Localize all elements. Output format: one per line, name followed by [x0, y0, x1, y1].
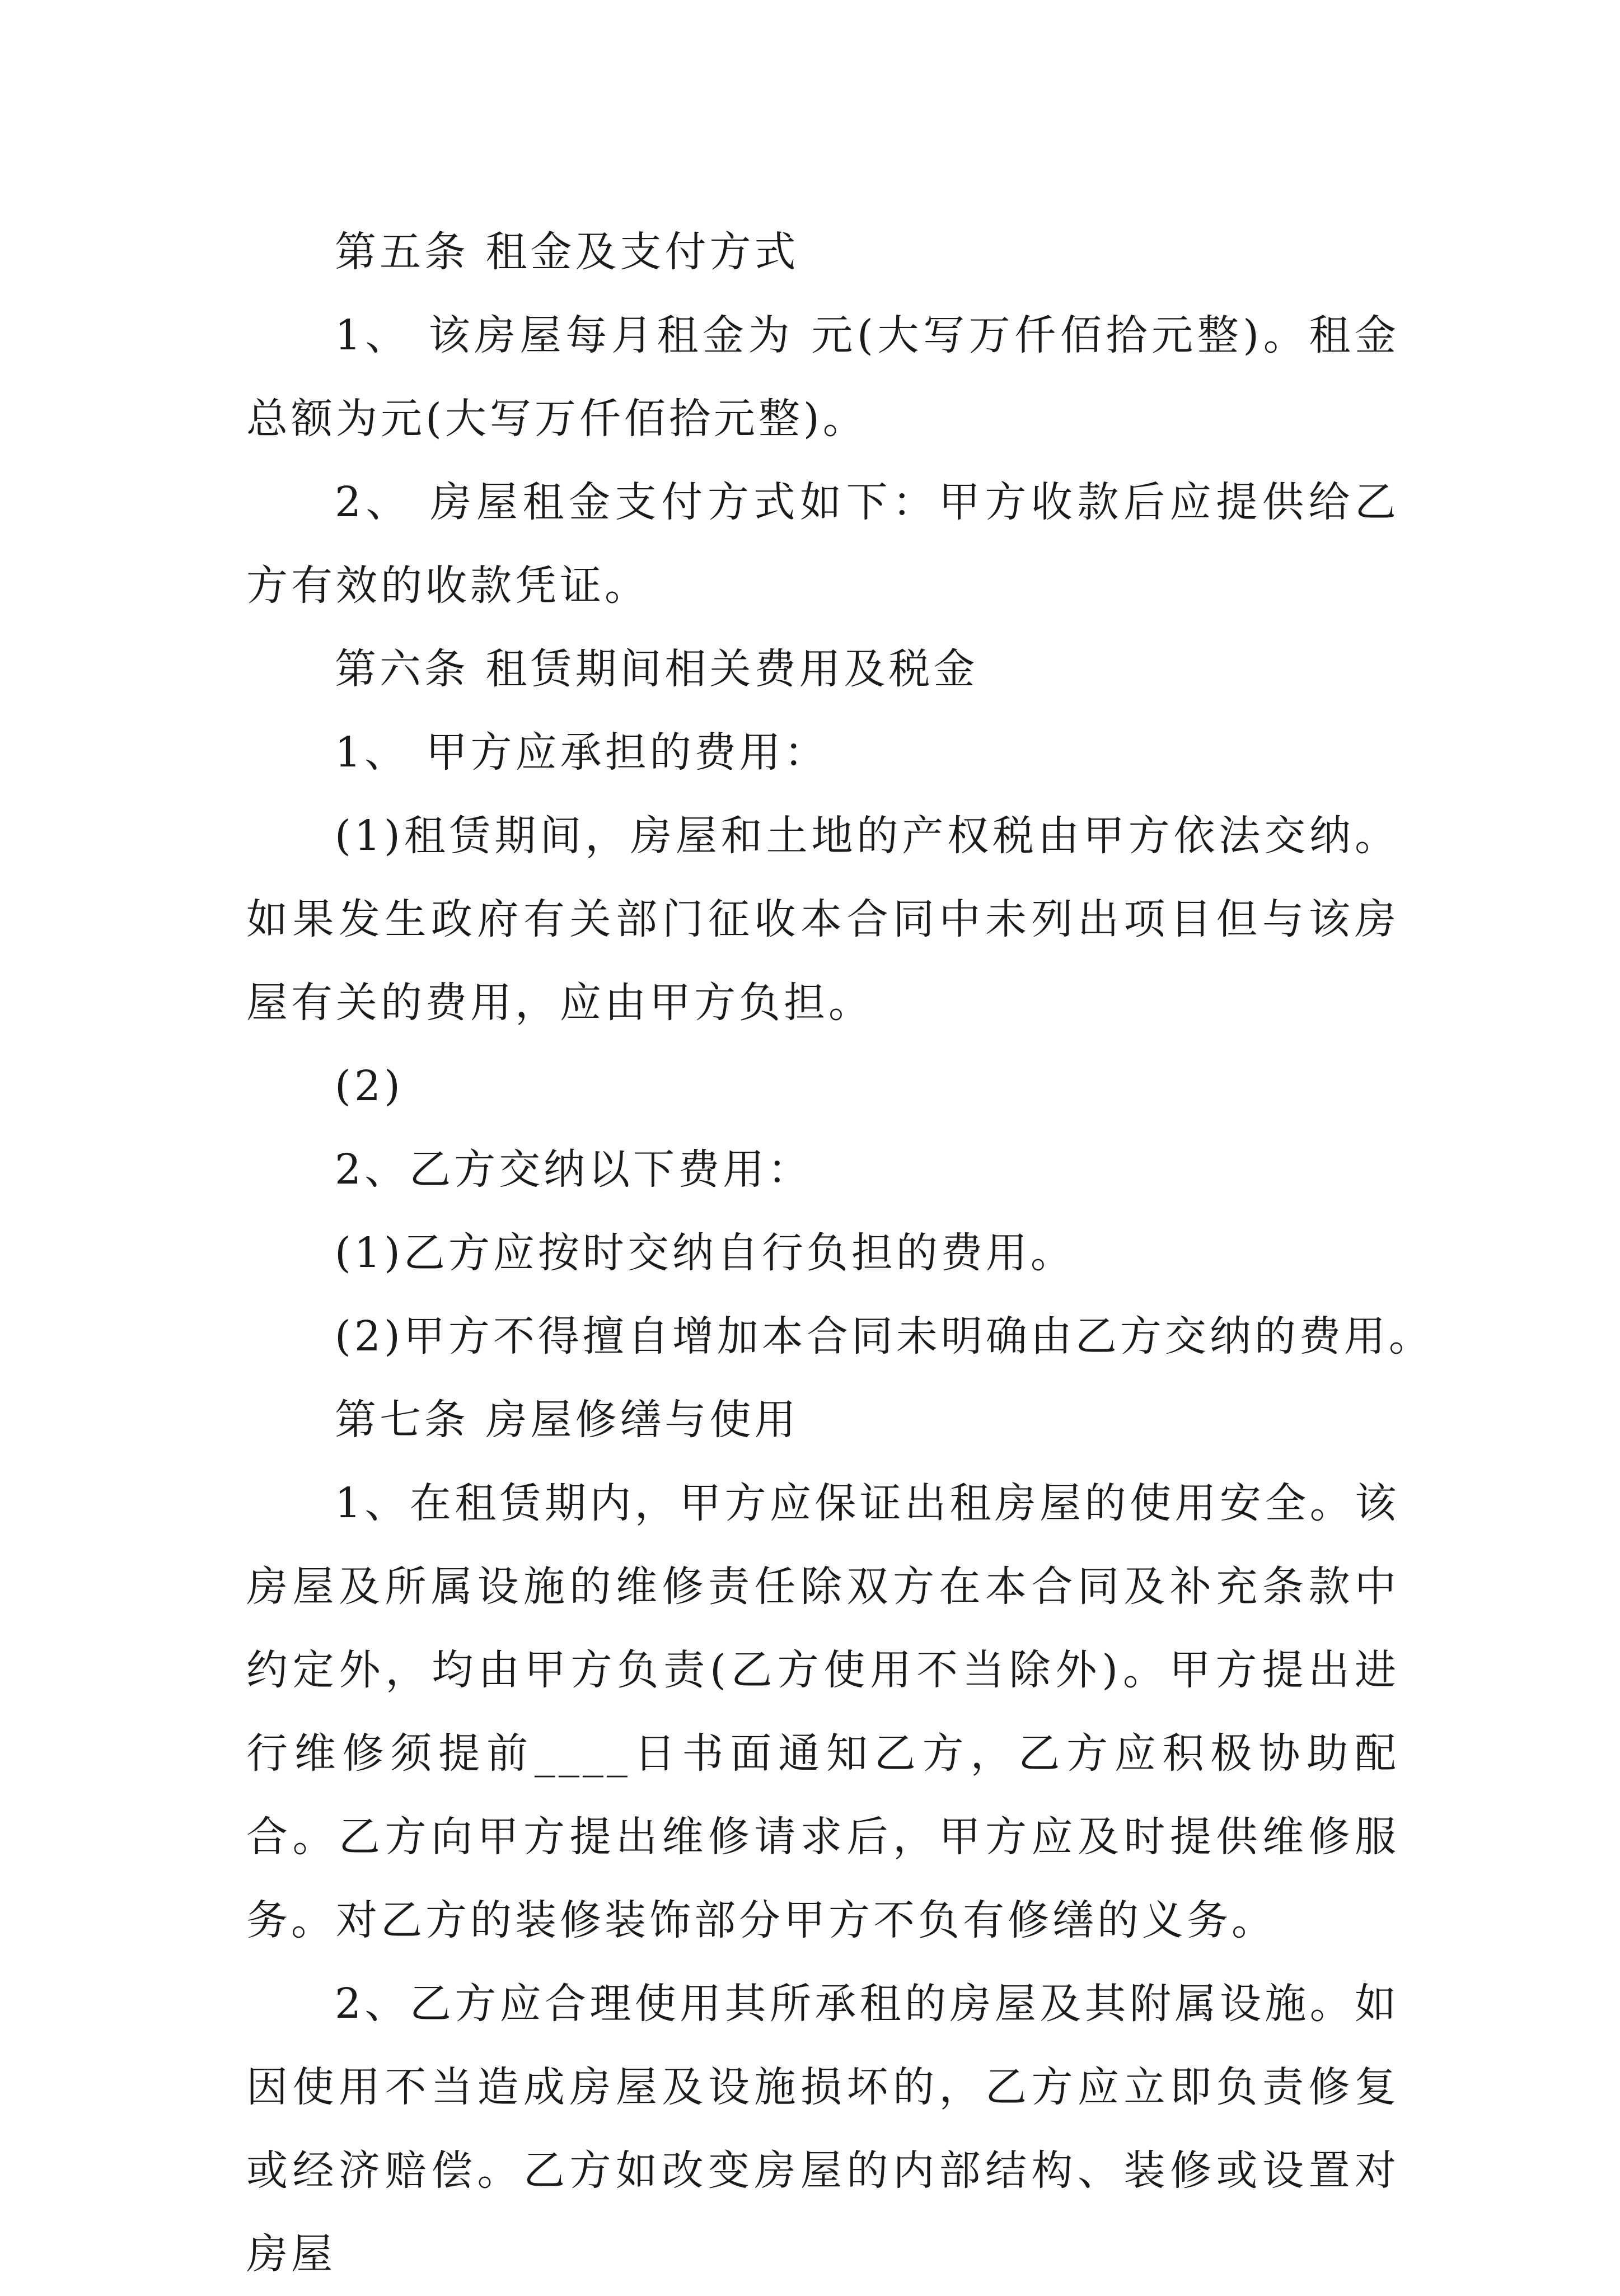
article-7-heading: 第七条 房屋修缮与使用: [335, 1396, 799, 1444]
article-7-clause-2: 2、乙方应合理使用其所承租的房屋及其附属设施。如因使用不当造成房屋及设施损坏的，乙方应立即负责修复或经济赔偿。乙方如改变房屋的内部结构、装修或设置对房屋: [246, 1980, 1399, 2278]
article-6-clause-2-item-1: (1)乙方应按时交纳自行负担的费用。: [335, 1229, 1075, 1277]
article-5-clause-1: 1、 该房屋每月租金为 元(大写万仟佰拾元整)。租金总额为元(大写万仟佰拾元整)。: [246, 311, 1399, 443]
article-6-clause-2-item-2: (2)甲方不得擅自增加本合同未明确由乙方交纳的费用。: [335, 1312, 1434, 1360]
article-6-clause-1-item-2: (2): [335, 1062, 404, 1110]
article-7-clause-1: 1、在租赁期内，甲方应保证出租房屋的使用安全。该房屋及所属设施的维修责任除双方在本合同及补充条款中约定外，均由甲方负责(乙方使用不当除外)。甲方提出进行维修须提前____日书面通知乙方，乙方应积极协助配合。乙方向甲方提出维修请求后，甲方应及时提供维修服务。对乙方的装修装饰部分甲方不负有修缮的义务。: [246, 1479, 1399, 1944]
article-6-clause-2: 2、乙方交纳以下费用：: [335, 1145, 813, 1194]
article-6-heading: 第六条 租赁期间相关费用及税金: [335, 645, 978, 693]
document-body: [246, 211, 1434, 2296]
article-6-clause-1-item-1: (1)租赁期间，房屋和土地的产权税由甲方依法交纳。如果发生政府有关部门征收本合同中未列出项目但与该房屋有关的费用，应由甲方负担。: [246, 812, 1399, 1027]
article-6-clause-1: 1、 甲方应承担的费用：: [335, 728, 829, 777]
article-5-clause-2: 2、 房屋租金支付方式如下：甲方收款后应提供给乙方有效的收款凭证。: [246, 478, 1399, 610]
article-5-heading: 第五条 租金及支付方式: [335, 228, 799, 276]
